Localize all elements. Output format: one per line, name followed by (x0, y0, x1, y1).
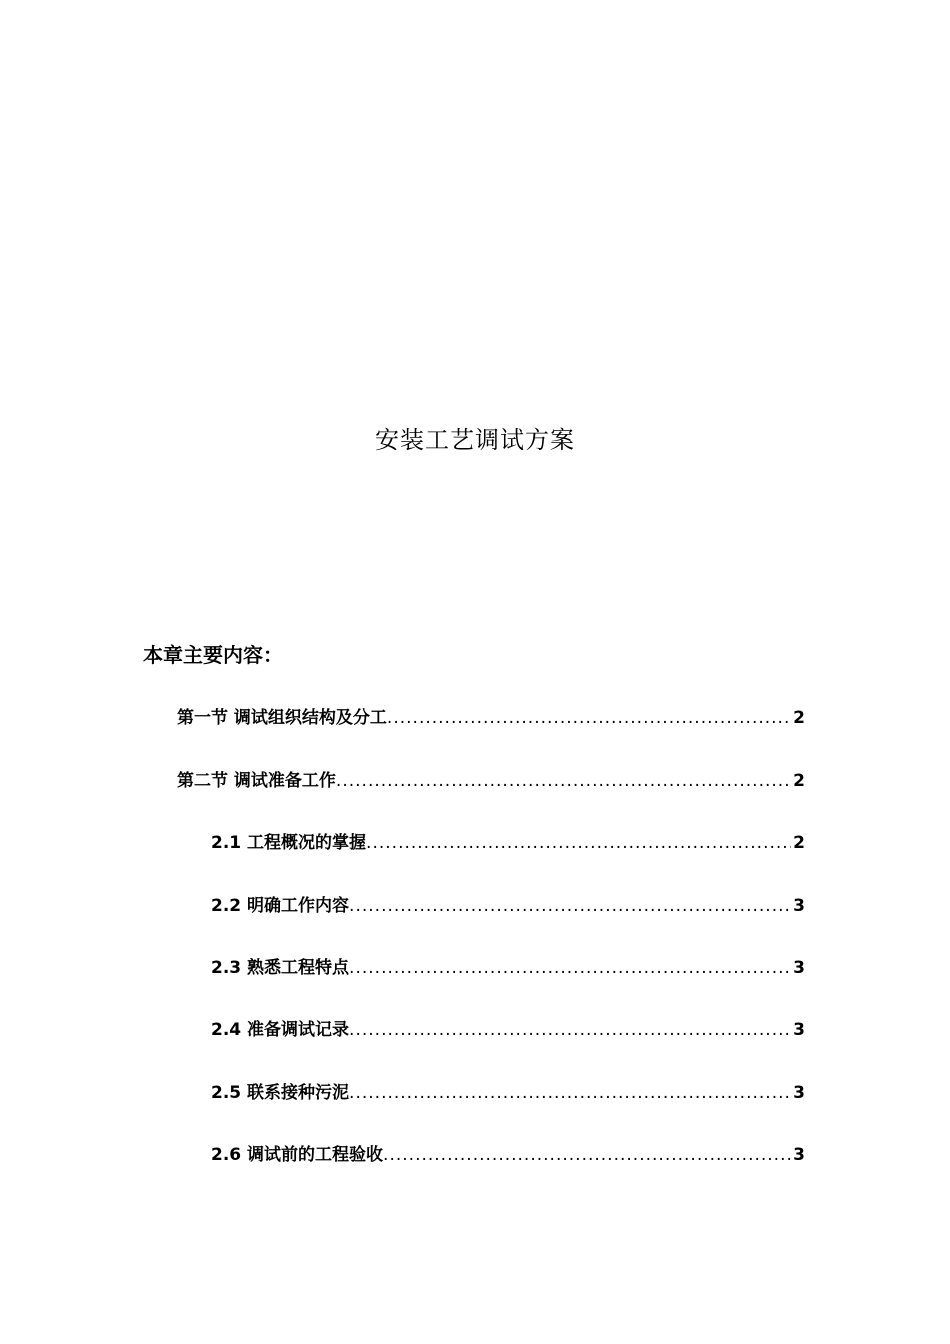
toc-entry-label: 第二节 调试准备工作 (177, 771, 336, 791)
toc-entry-section-2[interactable] (177, 768, 805, 794)
toc-entry-label: 2.1 工程概况的掌握 (211, 833, 367, 853)
toc-page-number: 3 (793, 1145, 805, 1165)
toc-dot-leader (349, 1017, 791, 1043)
toc-dot-leader (366, 830, 791, 856)
toc-page-number: 2 (793, 708, 805, 728)
toc-page-number: 3 (793, 1083, 805, 1103)
toc-entry-2-6[interactable] (211, 1142, 805, 1168)
toc-entry-2-5[interactable] (211, 1080, 805, 1106)
toc-entry-label: 2.5 联系接种污泥 (211, 1083, 350, 1103)
toc-entry-2-2[interactable] (211, 893, 805, 919)
toc-page-number: 2 (793, 833, 805, 853)
toc-entry-label: 第一节 调试组织结构及分工 (177, 708, 387, 728)
document-title: 安装工艺调试方案 (375, 426, 575, 454)
toc-page-number: 3 (793, 896, 805, 916)
toc-dot-leader (383, 1142, 791, 1168)
toc-entry-section-1[interactable] (177, 705, 805, 731)
toc-entry-label: 2.2 明确工作内容 (211, 896, 350, 916)
toc-dot-leader (387, 705, 791, 731)
toc-entry-label: 2.4 准备调试记录 (211, 1020, 350, 1040)
toc-entry-2-1[interactable] (211, 830, 805, 856)
toc-dot-leader (336, 768, 791, 794)
toc-dot-leader (349, 955, 791, 981)
toc-heading: 本章主要内容： (143, 643, 283, 667)
toc-page-number: 3 (793, 958, 805, 978)
toc-dot-leader (349, 1080, 791, 1106)
toc-dot-leader (349, 893, 791, 919)
toc-entry-label: 2.6 调试前的工程验收 (211, 1145, 384, 1165)
toc-page-number: 2 (793, 771, 805, 791)
toc-entry-2-3[interactable] (211, 955, 805, 981)
toc-entry-label: 2.3 熟悉工程特点 (211, 958, 350, 978)
toc-entry-2-4[interactable] (211, 1017, 805, 1043)
toc-page-number: 3 (793, 1020, 805, 1040)
